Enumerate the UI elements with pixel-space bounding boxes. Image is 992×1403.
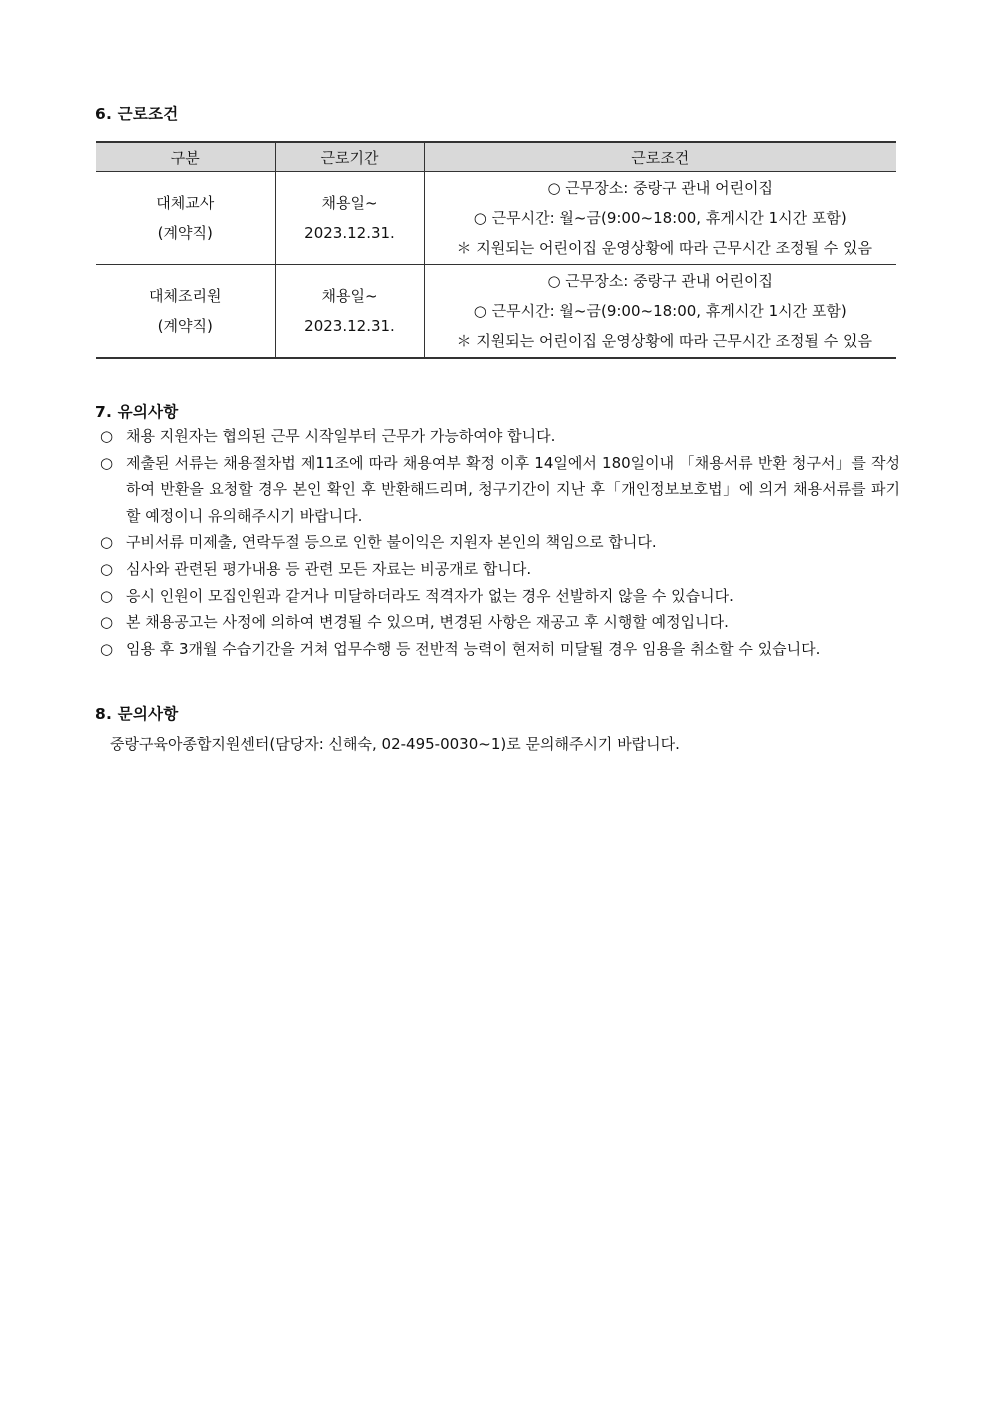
contact-text: 중랑구육아종합지원센터(담당자: 신해숙, 02-495-0030~1)로 문의해주시기 바랍니다. — [110, 735, 680, 753]
list-item — [100, 423, 900, 450]
category-cell — [96, 265, 275, 359]
section-6-heading: 6. 근로조건 — [95, 105, 179, 123]
condition-place: ○ 근무장소: 중랑구 관내 어린이집 — [547, 272, 774, 290]
table-header-row — [96, 142, 896, 172]
bullet-icon: ○ — [100, 559, 114, 578]
category-name: 대체조리원 — [149, 287, 222, 305]
section-7-heading: 7. 유의사항 — [95, 403, 179, 421]
header-period: 근로기간 — [275, 142, 424, 172]
header-conditions: 근로조건 — [424, 142, 896, 172]
notice-text: 본 채용공고는 사정에 의하여 변경될 수 있으며, 변경된 사항은 재공고 후 시행할 예정입니다. — [126, 613, 729, 632]
notice-text: 채용 지원자는 협의된 근무 시작일부터 근무가 가능하여야 합니다. — [126, 427, 556, 445]
list-item — [100, 450, 900, 530]
bullet-icon: ○ — [100, 586, 114, 605]
notice-text: 제출된 서류는 채용절차법 제11조에 따라 채용여부 확정 이후 14일에서 180일이내 「채용서류 반환 청구서」를 작성하여 반환을 요청할 경우 본인 확인 후 반환해드리며, 청구기간이 지난 후「개인정보보호법」에 의거 채용서류를 파기 할 예정이니 유의해주시기 바랍니다. — [126, 453, 900, 525]
notice-text: 구비서류 미제출, 연락두절 등으로 인한 불이익은 지원자 본인의 책임으로 합니다. — [126, 533, 657, 552]
notice-text: 임용 후 3개월 수습기간을 거쳐 업무수행 등 전반적 능력이 현저히 미달될 경우 임용을 취소할 수 있습니다. — [126, 639, 821, 658]
list-item — [100, 529, 900, 556]
period-start: 채용일~ — [321, 194, 378, 212]
period-end: 2023.12.31. — [304, 317, 395, 335]
condition-hours: ○ 근무시간: 월~금(9:00~18:00, 휴게시간 1시간 포함) — [473, 209, 847, 227]
condition-hours: ○ 근무시간: 월~금(9:00~18:00, 휴게시간 1시간 포함) — [473, 302, 847, 320]
table-row — [96, 172, 896, 265]
period-start: 채용일~ — [321, 287, 378, 305]
bullet-icon: ○ — [100, 613, 114, 632]
condition-note: ＊ 지원되는 어린이집 운영상황에 따라 근무시간 조정될 수 있음 — [456, 332, 872, 350]
table-row — [96, 265, 896, 359]
working-conditions-table — [96, 141, 896, 359]
category-name: 대체교사 — [156, 194, 215, 212]
list-item — [100, 556, 900, 583]
bullet-icon: ○ — [100, 453, 114, 472]
list-item — [100, 609, 900, 636]
header-category: 구분 — [96, 142, 275, 172]
period-end: 2023.12.31. — [304, 224, 395, 242]
category-cell — [96, 172, 275, 265]
notice-text: 응시 인원이 모집인원과 같거나 미달하더라도 적격자가 없는 경우 선발하지 않을 수 있습니다. — [126, 586, 734, 605]
conditions-cell — [424, 265, 896, 359]
bullet-icon: ○ — [100, 427, 114, 445]
notice-list — [100, 423, 900, 662]
bullet-icon: ○ — [100, 639, 114, 658]
period-cell — [275, 172, 424, 265]
period-cell — [275, 265, 424, 359]
condition-place: ○ 근무장소: 중랑구 관내 어린이집 — [547, 179, 774, 197]
notice-text: 심사와 관련된 평가내용 등 관련 모든 자료는 비공개로 합니다. — [126, 559, 532, 578]
condition-note: ＊ 지원되는 어린이집 운영상황에 따라 근무시간 조정될 수 있음 — [456, 239, 872, 257]
category-type: (계약직) — [157, 224, 213, 242]
conditions-cell — [424, 172, 896, 265]
list-item — [100, 583, 900, 610]
list-item — [100, 636, 900, 663]
section-8-heading: 8. 문의사항 — [95, 705, 179, 723]
category-type: (계약직) — [157, 317, 213, 335]
bullet-icon: ○ — [100, 533, 114, 552]
